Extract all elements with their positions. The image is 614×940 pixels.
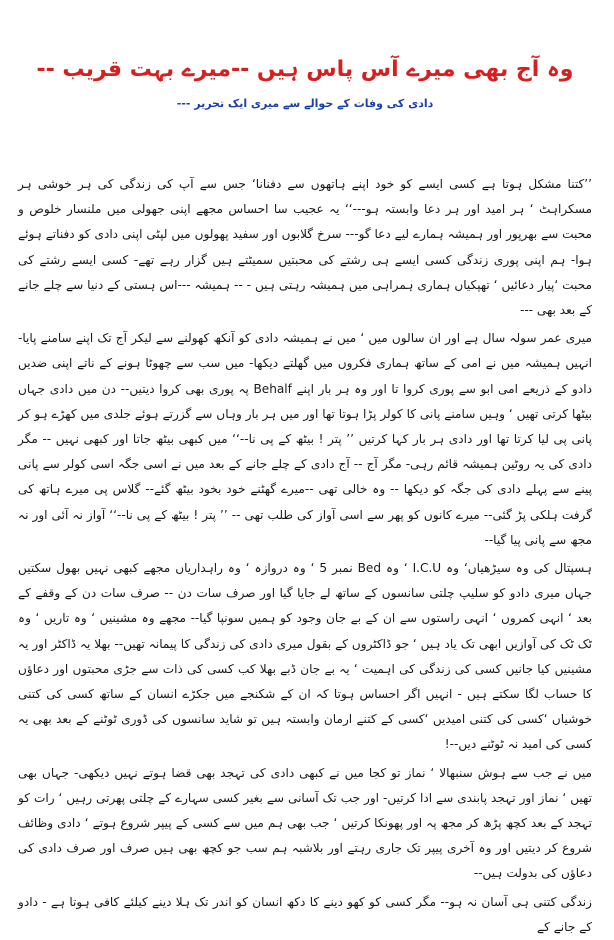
paragraph: ہسپتال کی وہ سیڑھیاں‘ وہ I.C.U ‘ وہ Bed نمبر 5 ‘ وہ دروازہ ‘ وہ راہداریاں مجھے کبھی نہیں بھول سکتیں جہاں میری دادو کو سلیپ چلتی سانسوں کے ساتھ لے جایا گیا اور صرف سات دن -- صرف سات دن کے وقفے کے بعد ‘ انہی کمروں ‘ انہی راستوں سے ان کے بے جان وجود کو ہمیں سونپا گیا-- مجھے وہ مشینیں ‘ وہ تاریں ‘ وہ ٹک ٹک کی آوازیں ابھی تک یاد ہیں ‘ جو ڈاکٹروں کے بقول میری دادی کی زندگی کا پیمانہ تھیں-- بھلا یہ ڈاکٹر اور یہ مشینیں کیا جانیں کسی کی زندگی کی اہمیت ‘ یہ بے جان ڈبے بھلا کب کسی کی ذات سے جڑی محبتوں اور دعاؤں کا حساب لگا سکتے ہیں - انہیں اگر احساس ہوتا کہ ان کے شکنجے میں جکڑے انسان کے ساتھ کسی کی کتنی خوشیاں ‘کسی کی کتنی امیدیں ‘کسی کے کتنے ارمان وابستہ ہیں تو شاید سانسوں کی ڈوری ٹوٹنے کے بعد بھی یہ کسی کی امید نہ ٹوٹنے دیں--! xyxy=(18,561,593,752)
document-body xyxy=(18,172,592,940)
paragraph: زندگی کتنی ہی آسان نہ ہو-- مگر کسی کو کھو دینے کا دکھ انسان کو اندر تک ہلا دینے کیلئے کافی ہوتا ہے - دادو کے جانے کے xyxy=(18,894,592,934)
paragraph: ’’کتنا مشکل ہوتا ہے کسی ایسے کو خود اپنے ہاتھوں سے دفنانا‘ جس سے آپ کی زندگی کی ہر خوشی ہر مسکراہٹ ‘ ہر امید اور ہر دعا وابستہ ہو---‘‘ یہ عجیب سا احساس مجھے اپنی جھولی میں ملنسار خلوص و محبت سے بھرپور اور ہمیشہ ہمارے لیے دعا گو--- سرخ گلابوں اور سفید پھولوں میں لپٹی اپنی دادی کو دفناتے ہوئے ہوا- ہم اپنی پوری زندگی کسی ایسے ہی رشتے کی محبتیں سمیٹتے ہیں گزار رہے تھے- کسی ایسے رشتے کی محبت ‘پیار دعائیں ‘ تھپکیاں ہماری ہمراہی میں ہمیشہ رہتی ہیں - -- ہمیشہ ---اس ہستی کے دنیا سے چلے جانے کے بعد بھی --- xyxy=(18,177,592,318)
document-subtitle: دادی کی وفات کے حوالے سے میری ایک تحریر --- xyxy=(176,97,434,110)
paragraph: میں نے جب سے ہوش سنبھالا ‘ نماز تو کجا میں نے کبھی دادی کی تہجد بھی قضا ہوتے نہیں دیکھی- جہاں بھی تھیں ‘ نماز اور تہجد پابندی سے ادا کرتیں- اور جب تک آسانی سے بغیر کسی سہارے کے چلتی پھرتی رہیں ‘ رات کو تہجد کے بعد کچھ پڑھ کر مجھ پہ اور پھونکا کرتیں ‘ جب بھی ہم میں سے کسی کے پیپر شروع ہوتے ‘ دادی وظائف شروع کر دیتیں اور وہ آخری پیپر تک جاری رہتے اور بلاشبہ ہم سب جو کچھ بھی ہیں صرف اور صرف دادی کی دعاؤں کی بدولت ہیں-- xyxy=(18,765,592,881)
document-title: وہ آج بھی میرے آس پاس ہیں --میرے بہت قریب -- xyxy=(36,57,574,82)
paragraph: میری عمر سولہ سال ہے اور ان سالوں میں ‘ میں نے ہمیشہ دادی کو آنکھ کھولنے سے لیکر آج تک اپنے سامنے پایا- انہیں ہمیشہ میں نے امی کے ساتھ ہماری فکروں میں گھلتے دیکھا- میں سب سے چھوٹا ہونے کے ناتے اپنی ضدیں دادو کے ذریعے امی ابو سے پوری کروا تا اور وہ ہر بار اپنے Behalf پہ پوری بھی کروا دیتیں-- دن میں دادی جہاں بیٹھا کرتی تھیں ‘ وہیں سامنے پانی کا کولر پڑا ہوتا تھا اور میں ہر بار وہاں سے گزرتے ہوئے جلدی میں کھڑے ہو کر پانی پی لیا کرتا تھا اور دادی ہر بار کہا کرتیں ’’ پتر ! بیٹھ کے پی نا--‘‘ میں کبھی بیٹھ جاتا اور کبھی نہیں -- مگر دادی کی یہ روٹین ہمیشہ قائم رہی- مگر آج -- آج دادی کے چلے جانے کے بعد میں نے اسی جگہ اسی کولر سے پانی پینے سے پہلے دادی کی جگہ کو دیکھا -- وہ خالی تھی --میرے گھٹنے خود بخود بیٹھ گئے-- گلاس پی میرے ہاتھ کی گرفت ہلکی پڑ گئی-- میرے کانوں کو پھر سے اسی آواز کی طلب تھی -- ’’ پتر ! بیٹھ کے پی نا--‘‘ آواز نہ آئی اور نہ مجھ سے پانی پیا گیا-- xyxy=(18,331,593,547)
